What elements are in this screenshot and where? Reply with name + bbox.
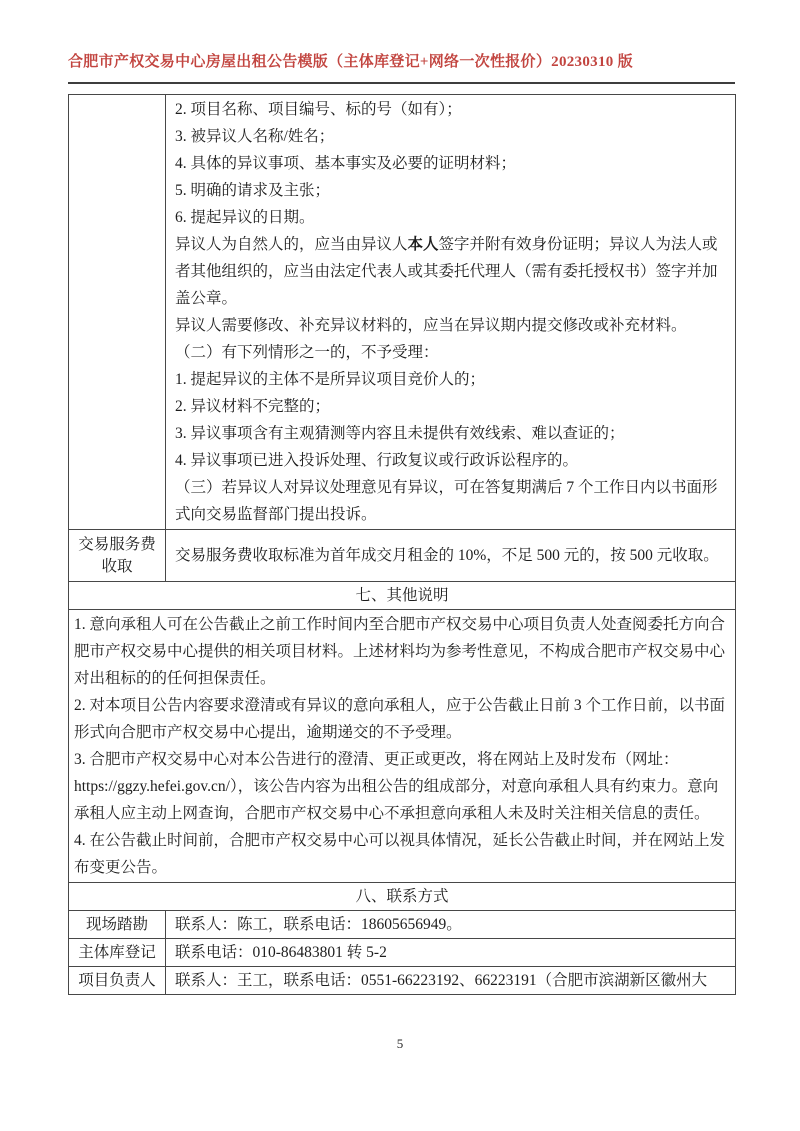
- contact-row-site-survey: [69, 911, 736, 939]
- objection-case2-item: 3. 异议事项含有主观猜测等内容且未提供有效线索、难以查证的；: [175, 425, 625, 442]
- objection-case2-item: 4. 异议事项已进入投诉处理、行政复议或行政诉讼程序的。: [175, 452, 579, 469]
- contact-content-cell: 联系电话：010-86483801 转 5-2: [166, 939, 736, 967]
- contact-label-cell: 现场踏勘: [69, 911, 166, 939]
- document-header: [68, 53, 735, 84]
- document-title: 合肥市产权交易中心房屋出租公告模版（主体库登记+网络一次性报价）20230310 版: [68, 54, 633, 70]
- other-notes-item: 3. 合肥市产权交易中心对本公告进行的澄清、更正或更改，将在网站上及时发布（网址：https://ggzy.hefei.gov.cn/），该公告内容为出租公告的组成部分，对意向承租人具有约束力。意向承租人应主动上网查询，合肥市产权交易中心不承担意向承租人未及时关注相关信息的责任。: [74, 751, 719, 822]
- objection-case3: （三）若异议人对异议处理意见有异议，可在答复期满后 7 个工作日内以书面形式向交易监督部门提出投诉。: [175, 479, 718, 523]
- objection-case2-item: 1. 提起异议的主体不是所异议项目竞价人的；: [175, 371, 486, 388]
- contact-content-cell: 联系人：陈工，联系电话：18605656949。: [166, 911, 736, 939]
- objection-case2-item: 2. 异议材料不完整的；: [175, 398, 331, 415]
- other-notes-row: [69, 610, 736, 883]
- contact-label-cell: 主体库登记: [69, 939, 166, 967]
- other-notes-content-cell: [69, 610, 736, 883]
- other-notes-item: 1. 意向承租人可在公告截止之前工作时间内至合肥市产权交易中心项目负责人处查阅委托方向合肥市产权交易中心提供的相关项目材料。上述材料均为参考性意见，不构成合肥市产权交易中心对出租标的的任何担保责任。: [74, 616, 726, 687]
- objection-case2-title: （二）有下列情形之一的，不予受理：: [175, 344, 439, 361]
- objection-signature-rule: 异议人为自然人的，应当由异议人本人签字并附有效身份证明；异议人为法人或者其他组织的，应当由法定代表人或其委托代理人（需有委托授权书）签字并加盖公章。: [175, 236, 718, 307]
- objection-item: 4. 具体的异议事项、基本事实及必要的证明材料；: [175, 155, 517, 172]
- contact-content-cell: 联系人：王工，联系电话：0551-66223192、66223191（合肥市滨湖新区徽州大: [166, 967, 736, 995]
- page-number: 5: [396, 1036, 404, 1051]
- announcement-table: [68, 94, 736, 995]
- objection-item: 3. 被异议人名称/姓名；: [175, 128, 335, 145]
- service-fee-row: [69, 530, 736, 582]
- service-fee-content-cell: 交易服务费收取标准为首年成交月租金的 10%，不足 500 元的，按 500 元收取。: [166, 530, 736, 582]
- service-fee-label-cell: 交易服务费收取: [69, 530, 166, 582]
- other-notes-item: 4. 在公告截止时间前，合肥市产权交易中心可以视具体情况，延长公告截止时间，并在网站上发布变更公告。: [74, 832, 726, 876]
- objection-item: 2. 项目名称、项目编号、标的号（如有）；: [175, 101, 462, 118]
- objection-content-cell: [166, 95, 736, 530]
- other-notes-section-title: 七、其他说明: [69, 582, 736, 610]
- objection-row: [69, 95, 736, 530]
- objection-item: 5. 明确的请求及主张；: [175, 182, 331, 199]
- objection-label-cell: [69, 95, 166, 530]
- other-notes-item: 2. 对本项目公告内容要求澄清或有异议的意向承租人，应于公告截止日前 3 个工作日前，以书面形式向合肥市产权交易中心提出，逾期递交的不予受理。: [74, 697, 726, 741]
- emphasized-text: 本人: [407, 236, 439, 253]
- contact-section-title: 八、联系方式: [69, 883, 736, 911]
- contact-label-cell: 项目负责人: [69, 967, 166, 995]
- objection-amend-rule: 异议人需要修改、补充异议材料的，应当在异议期内提交修改或补充材料。: [175, 317, 687, 334]
- objection-item: 6. 提起异议的日期。: [175, 209, 315, 226]
- contact-row-registry: [69, 939, 736, 967]
- other-notes-title-row: [69, 582, 736, 610]
- contact-row-project-manager: [69, 967, 736, 995]
- contact-title-row: [69, 883, 736, 911]
